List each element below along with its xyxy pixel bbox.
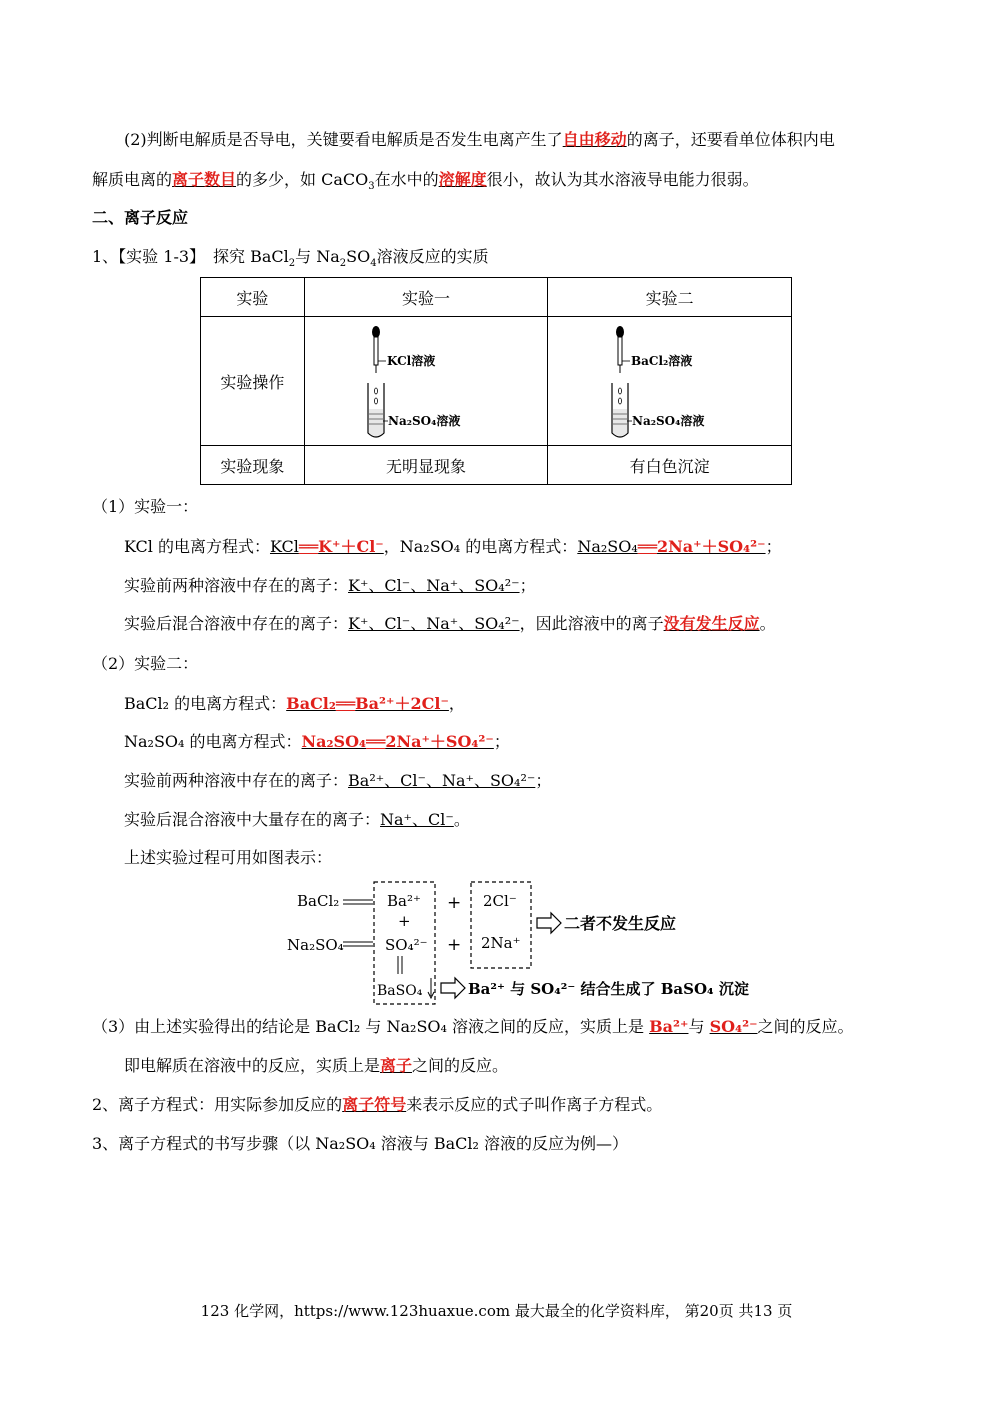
exp2-line-5: 上述实验过程可用如图表示： [124,848,333,867]
arrow-icon [537,913,561,933]
table-header-exp1: 实验一 [304,278,548,317]
answer-so4-ion: SO₄²⁻ [709,1017,758,1036]
conclusion-line-1: （3）由上述实验得出的结论是 BaCl₂ 与 Na₂SO₄ 溶液之间的反应，实质上是 Ba²⁺与 SO₄²⁻之间的反应。 [92,1017,854,1036]
table-header-exp2: 实验二 [548,278,792,317]
diagram-plus: + [398,912,411,930]
table-label-operation: 实验操作 [201,317,305,446]
diagram-no-react: 二者不发生反应 [564,914,677,933]
exp2-title: （2）实验二： [92,654,199,673]
conclusion-line-2: 即电解质在溶液中的反应，实质上是离子之间的反应。 [124,1056,509,1075]
diagram-na2so4: Na₂SO₄ [287,936,344,954]
para-line-2: 解质电离的离子数目的多少，如 CaCO$_3$在水中的溶解度很小，故认为其水溶液导电能力很弱。 [92,170,759,193]
exp2-line-3: 实验前两种溶液中存在的离子：Ba²⁺、Cl⁻、Na⁺、SO₄²⁻； [124,771,552,790]
exp1-phenomenon: 无明显现象 [304,446,548,485]
answer-ions: 离子 [380,1056,413,1075]
exp1-line-1: KCl 的电离方程式：KCl══K⁺＋Cl⁻，Na₂SO₄ 的电离方程式：Na₂SO₄══2Na⁺＋SO₄²⁻； [124,537,782,556]
answer-ion-count: 离子数目 [172,170,237,189]
table-label-phenomenon: 实验现象 [201,446,305,485]
exp2-tube-label: Na₂SO₄溶液 [631,414,705,428]
answer-ba-ion: Ba²⁺ [649,1017,689,1036]
diagram-na: 2Na⁺ [481,934,521,952]
exp2-phenomenon: 有白色沉淀 [548,446,792,485]
exp2-line-1: BaCl₂ 的电离方程式：BaCl₂══Ba²⁺＋2Cl⁻， [124,694,465,713]
exp2-line-4: 实验后混合溶液中大量存在的离子：Na⁺、Cl⁻。 [124,810,470,829]
exp2-apparatus [548,317,792,446]
answer-free-moving: 自由移动 [562,130,627,149]
diagram-result: Ba²⁺ 与 SO₄²⁻ 结合生成了 BaSO₄ 沉淀 [468,980,749,998]
dropper-test-tube-icon [600,321,740,441]
exp1-title: （1）实验一： [92,497,199,516]
answer-no-reaction: 没有发生反应 [663,614,760,633]
exp1-tube-label: Na₂SO₄溶液 [388,414,461,428]
dropper-test-tube-icon [356,321,496,441]
item-2: 2、离子方程式：用实际参加反应的离子符号来表示反应的式子叫作离子方程式。 [92,1095,663,1114]
diagram-baso4: BaSO₄ [377,983,423,999]
answer-solubility: 溶解度 [438,170,487,189]
section-title: 二、离子反应 [92,208,189,227]
item-1: 1、【实验 1-3】 探究 BaCl$_2$与 $Na_2SO_4$溶液反应的实质 [92,247,489,270]
answer-ion-symbols: 离子符号 [342,1095,407,1114]
exp2-line-2: Na₂SO₄ 的电离方程式：Na₂SO₄══2Na⁺＋SO₄²⁻； [124,732,510,751]
diagram-so4: SO₄²⁻ [385,936,428,954]
svg-text:+: + [447,893,462,913]
reaction-diagram [285,878,755,1008]
exp1-line-2: 实验前两种溶液中存在的离子：K⁺、Cl⁻、Na⁺、SO₄²⁻； [124,576,536,595]
page-footer: 123 化学网，https://www.123huaxue.com 最大最全的化学资料库， 第20页 共13 页 [200,1302,793,1320]
item-3: 3、离子方程式的书写步骤（以 Na₂SO₄ 溶液与 BaCl₂ 溶液的反应为例—） [92,1134,629,1153]
exp1-apparatus [304,317,548,446]
exp1-drop-label: KCl溶液 [387,354,436,368]
para-line-1: (2)判断电解质是否导电，关键要看电解质是否发生电离产生了自由移动的离子，还要看单位体积内电 [124,130,835,149]
svg-text:+: + [447,935,462,955]
diagram-bacl2: BaCl₂ [297,892,340,910]
diagram-ba: Ba²⁺ [387,892,421,910]
exp2-drop-label: BaCl₂溶液 [630,354,692,368]
experiment-table [200,277,792,485]
arrow-icon [441,978,465,998]
diagram-cl: 2Cl⁻ [483,892,517,910]
exp1-line-3: 实验后混合溶液中存在的离子：K⁺、Cl⁻、Na⁺、SO₄²⁻，因此溶液中的离子没有发生反应。 [124,614,776,633]
table-header-experiment: 实验 [201,278,305,317]
